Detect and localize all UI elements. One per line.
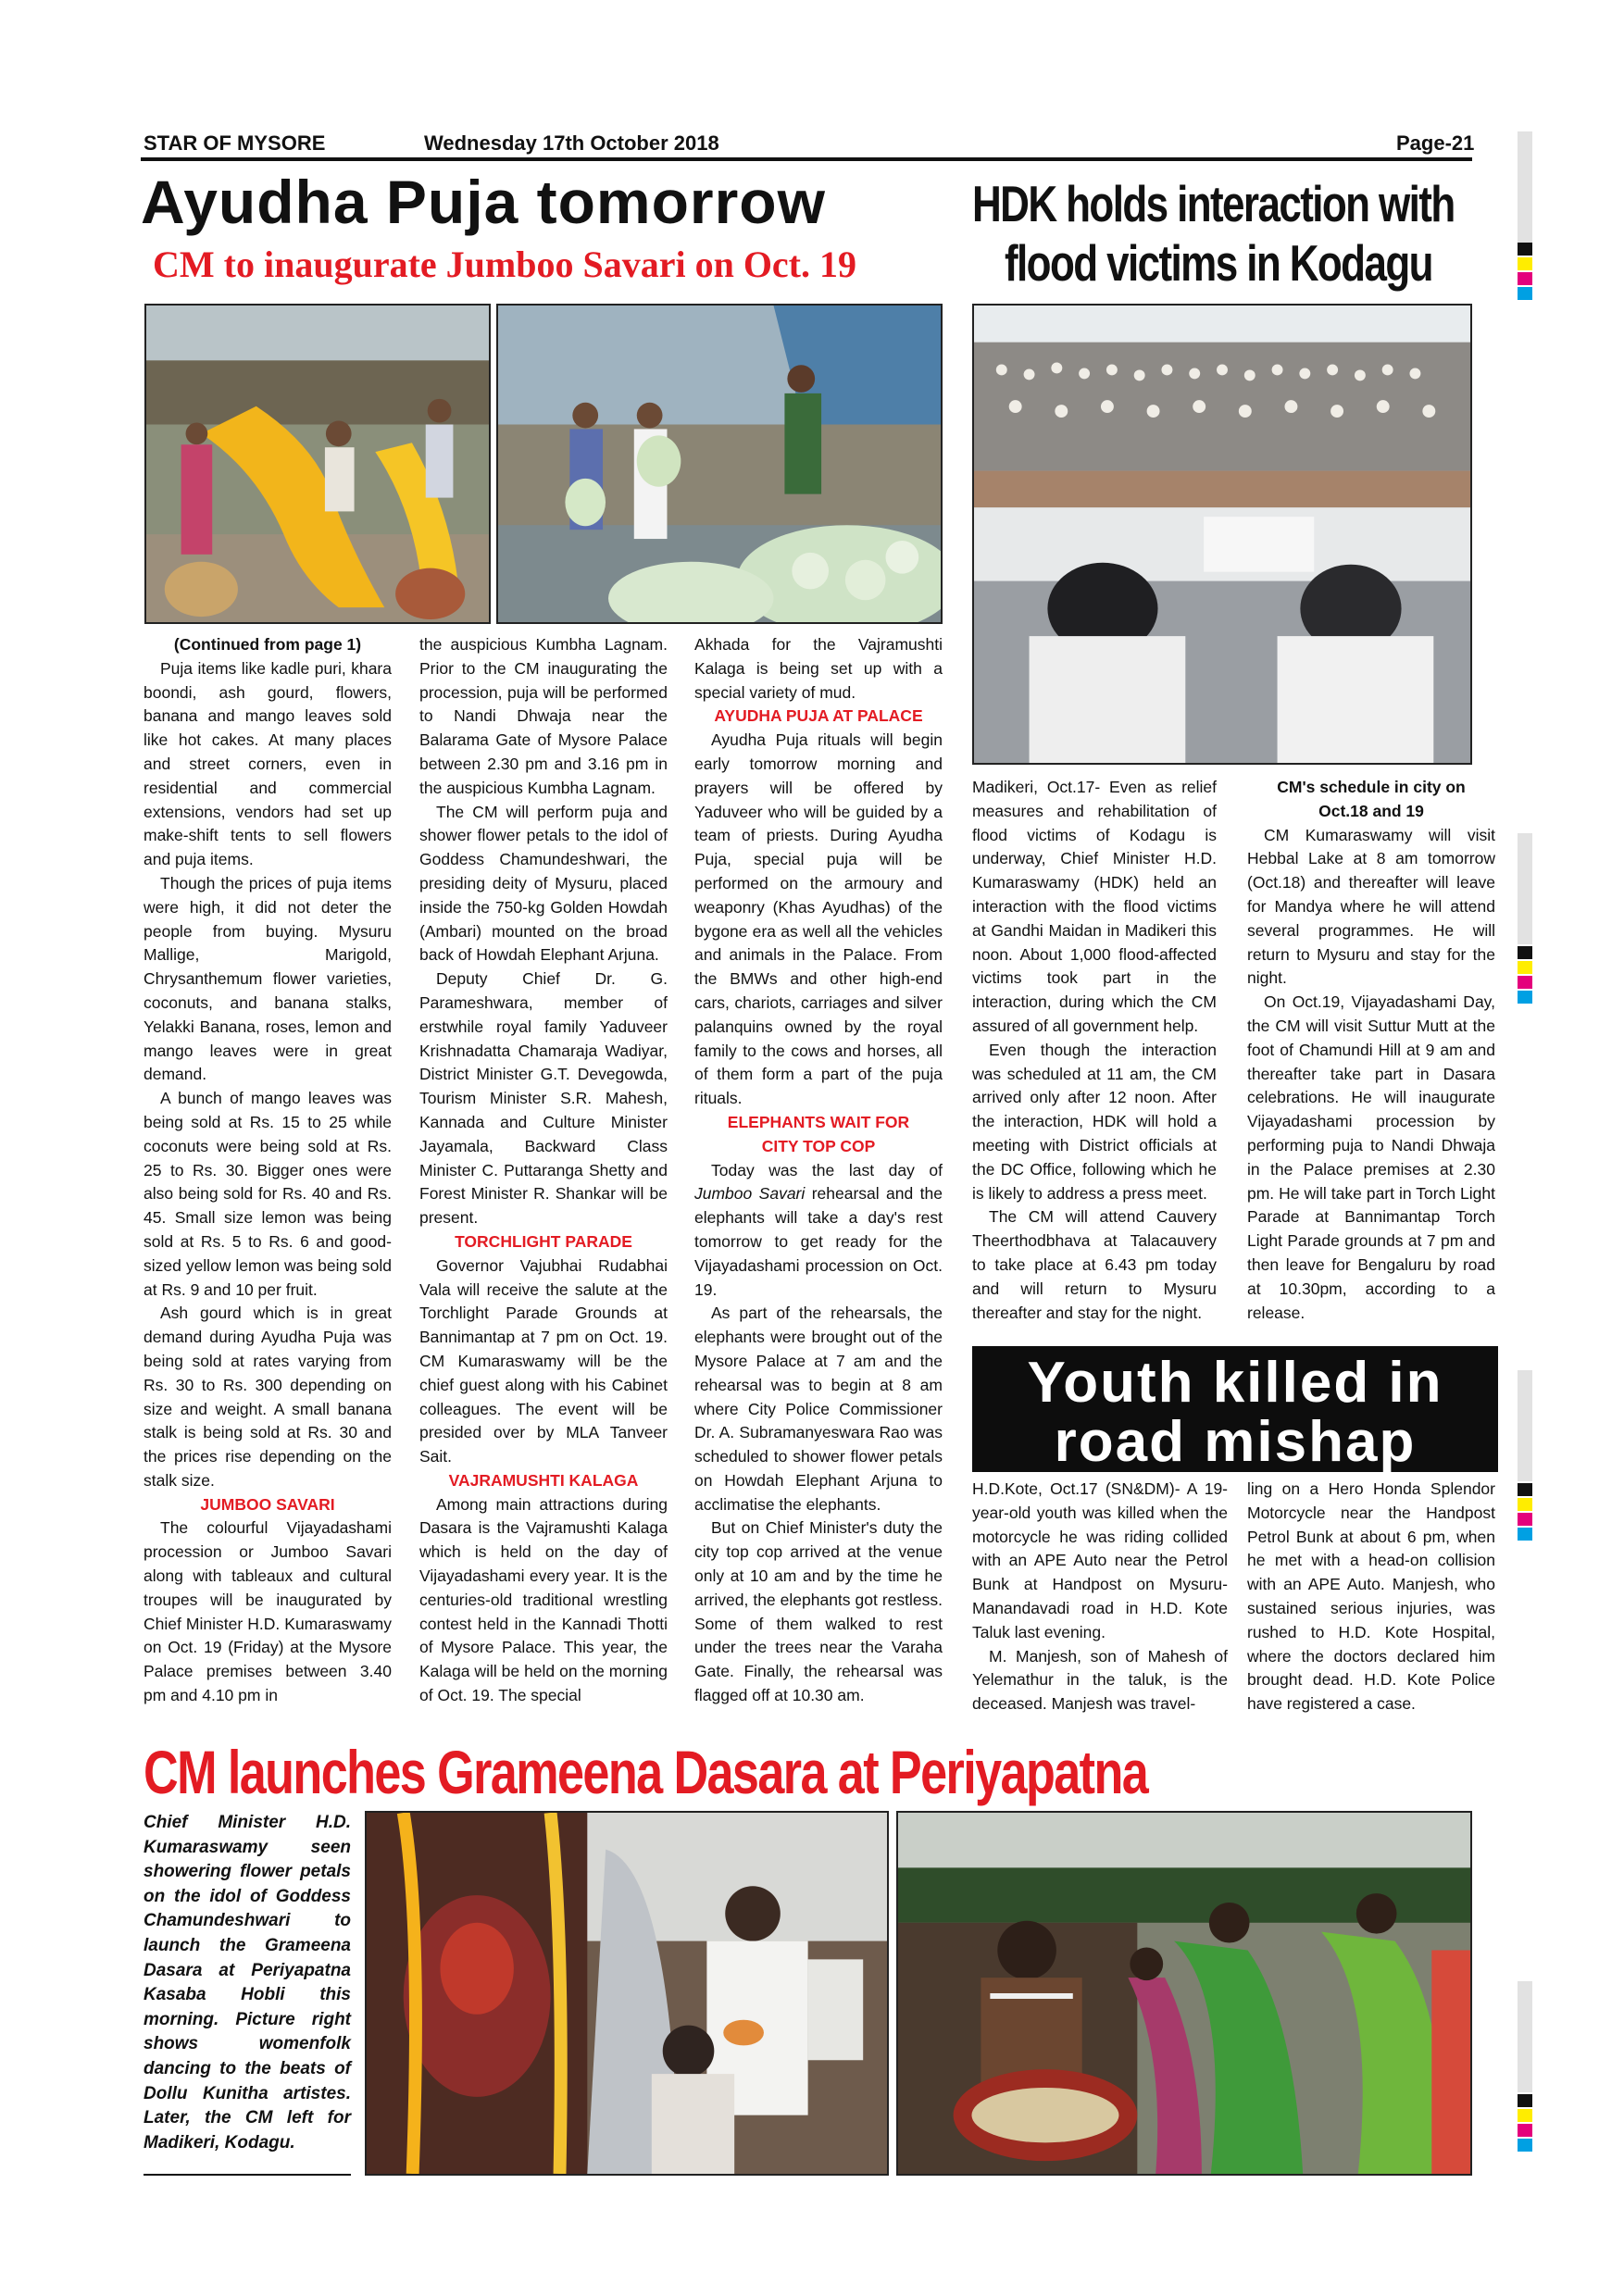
subhead-ayudha-puja-palace: AYUDHA PUJA AT PALACE: [714, 706, 923, 726]
story1-col1-para: Puja items like kadle puri, khara boondi, ash gourd, flowers, banana and mango leaves sold like hot cakes. At many places and street corners, even in residential and commercial extensions, vendors had set up make-shift tents to sell flowers and puja items.: [144, 658, 392, 869]
story2-col1-para: Madikeri, Oct.17- Even as relief measures and rehabilitation of flood victims of Kodagu is underway, Chief Minister H.D. Kumaraswamy (HDK) held an interaction with the flood victims at Gandhi Maidan in Madikeri this noon. About 1,000 flood-affected victims took part in the interaction, during which the CM assured of all government help.: [972, 778, 1217, 1035]
story1-column-3: [694, 633, 943, 1708]
schedule-subhead: Oct.18 and 19: [1318, 801, 1424, 820]
story1-column-2: [419, 633, 668, 1708]
photo-dollu-kunitha-dance: [896, 1811, 1472, 2176]
story1-col1-para: Ash gourd which is in great demand during Ayudha Puja was being sold at rates varying from Rs. 30 to Rs. 300 depending on size and weight. A small banana stalk is being sold at Rs. 30 and the prices rise depending on the stalk size.: [144, 1304, 392, 1490]
story1-col2-para: The CM will perform puja and shower flower petals to the idol of Goddess Chamundeshwari, the presiding deity of Mysuru, placed inside the 750-kg Golden Howdah (Ambari) mounted on the broad back of Howdah Elephant Arjuna.: [419, 802, 668, 965]
story4-caption: Chief Minister H.D. Kumaraswamy seen showering flower petals on the idol of Goddess Chamundeshwari to launch the Grameena Dasara at Periyapatna Kasaba Hobli this morning. Picture right shows womenfolk dancing to the beats of Dollu Kunitha artistes. Later, the CM left for Madikeri, Kodagu.: [144, 1813, 351, 2152]
story3-headline-line1: Youth killed in: [1027, 1351, 1443, 1415]
photo-flood-victims-interaction: [972, 304, 1472, 765]
issue-date: Wednesday 17th October 2018: [424, 131, 719, 155]
photo-cm-showering-petals: [365, 1811, 889, 2176]
story3-headline-line2: road mishap: [1054, 1410, 1417, 1474]
page-number: Page-21: [1396, 131, 1475, 155]
story3-col1-para: M. Manjesh, son of Mahesh of Yelemathur in the taluk, is the deceased. Manjesh was travel-: [972, 1646, 1228, 1714]
story1-col3-para: Ayudha Puja rituals will begin early tomorrow morning and prayers will be offered by Yaduveer who will be guided by a team of priests. During Ayudha Puja, special puja will be performed on the armoury and weaponry (Khas Ayudhas) of the bygone era as well all the vehicles and animals in the Palace. From the BMWs and other high-end cars, chariots, carriages and silver palanquins owned by the royal family to the cows and horses, all of them form a part of the puja rituals.: [694, 730, 943, 1108]
story2-col1-para: The CM will attend Cauvery Theerthodbhava at Talacauvery to take place at 6.43 pm today and will return to Mysuru thereafter and stay for the night.: [972, 1207, 1217, 1322]
story1-col3-para: As part of the rehearsals, the elephants were brought out of the Mysore Palace at 7 am and the rehearsal was to begin at 8 am where City Police Commissioner Dr. A. Subramanyeswara Rao was scheduled to shower flower petals on Howdah Elephant Arjuna to acclimatise the elephants.: [694, 1304, 943, 1514]
story3-headline-box: [972, 1346, 1498, 1472]
story2-col1-para: Even though the interaction was scheduled at 11 am, the CM arrived only after 12 noon. After the interaction, HDK will hold a meeting with District officials at the DC Office, following which he is likely to address a press meet.: [972, 1040, 1217, 1203]
story1-col2-para: the auspicious Kumbha Lagnam. Prior to the CM inaugurating the procession, puja will be performed to Nandi Dhwaja near the Balarama Gate of Mysore Palace between 2.30 pm and 3.16 pm in the auspicious Kumbha Lagnam.: [419, 635, 668, 797]
story1-subhead: CM to inaugurate Jumboo Savari on Oct. 19: [153, 243, 856, 285]
story1-col2-para: Among main attractions during Dasara is the Vajramushti Kalaga which is held on the day of Vijayadashami every year. It is the centuries-old traditional wrestling contest held in the Kannadi Thotti of Mysore Palace. This year, the Kalaga will be held on the morning of Oct. 19. The special: [419, 1494, 668, 1705]
photo-flower-vendors: [144, 304, 491, 624]
story3-column-1: [972, 1478, 1228, 1716]
story1-col2-para: Governor Vajubhai Rudabhai Vala will receive the salute at the Torchlight Parade Grounds at Bannimantap at 7 pm on Oct. 19. CM Kumaraswamy will be the chief guest along with his Cabinet colleagues. The event will be presided over by MLA Tanveer Sait.: [419, 1255, 668, 1466]
story1-col3-emphasis: Jumboo Savari: [694, 1184, 806, 1204]
story2-headline-line1: HDK holds interaction with: [972, 175, 1455, 232]
story1-headline: Ayudha Puja tomorrow: [141, 168, 826, 236]
story2-headline-line2: flood victims in Kodagu: [1005, 234, 1432, 292]
story1-col3-para: [694, 1159, 943, 1303]
story1-col2-para: Deputy Chief Dr. G. Parameshwara, member of erstwhile royal family Yaduveer Krishnadatta Chamaraja Wadiyar, District Minister G.T. Devegowda, Tourism Minister S.R. Mahesh, Kannada and Culture Minister Jayamala, Backward Class Minister C. Puttaranga Shetty and Forest Minister R. Shankar will be present.: [419, 969, 668, 1228]
story1-col1-para: The colourful Vijayadashami procession or Jumboo Savari along with tableaux and cultural troupes will be inaugurated by Chief Minister H.D. Kumaraswamy on Oct. 19 (Friday) at the Mysore Palace premises between 3.40 pm and 4.10 pm in: [144, 1518, 392, 1705]
photo-ash-gourd-vendors: [496, 304, 943, 624]
header-rule: [141, 157, 1472, 161]
story1-column-1: [144, 633, 392, 1708]
subhead-elephants-wait: ELEPHANTS WAIT FOR: [727, 1112, 910, 1131]
story1-col1-para: Though the prices of puja items were high, it did not deter the people from buying. Mysuru Mallige, Marigold, Chrysanthemum flower varieties, coconuts, and banana stalks, Yelakki Banana, roses, lemon and mango leaves were in great demand.: [144, 873, 392, 1084]
story1-col3-para: But on Chief Minister's duty the city top cop arrived at the venue only at 10 am and by the time he arrived, the elephants got restless. Some of them walked to rest under the trees near the Varaha Gate. Finally, the rehearsal was flagged off at 10.30 am.: [694, 1518, 943, 1705]
subhead-jumboo-savari: JUMBOO SAVARI: [200, 1494, 335, 1514]
story2-col2-para: On Oct.19, Vijayadashami Day, the CM will visit Suttur Mutt at the foot of Chamundi Hill at 9 am and thereafter take part in Dasara celebrations. He will inaugurate Vijayadashami procession by performing puja to Nandi Dhwaja in the Palace premises at 2.30 pm. He will take part in Torch Light Parade at Bannimantap Torch Light Parade grounds at 7 pm and then leave for Bengaluru by road at 10.30pm, according to a release.: [1247, 992, 1495, 1322]
story3-col1-para: H.D.Kote, Oct.17 (SN&DM)- A 19-year-old youth was killed when the motorcycle he was riding collided with an APE Auto near the Petrol Bunk at Handpost on Mysuru-Manandavadi road in H.D. Kote Taluk last evening.: [972, 1479, 1228, 1641]
story2-col2-para: CM Kumaraswamy will visit Hebbal Lake at 8 am tomorrow (Oct.18) and thereafter will leave for Mandya where he will attend several programmes. He will return to Mysuru and stay for the night.: [1247, 825, 1495, 988]
story2-column-2: [1247, 776, 1495, 1325]
story2-column-1: [972, 776, 1217, 1325]
paper-name: STAR OF MYSORE: [144, 131, 326, 155]
subhead-city-top-cop: CITY TOP COP: [761, 1136, 876, 1155]
story3-column-2: [1247, 1478, 1495, 1716]
story3-col2-para: ling on a Hero Honda Splendor Motorcycle near the Handpost Petrol Bunk at about 6 pm, when he met with a head-on collision with an APE Auto. Manjesh, who sustained serious injuries, was rushed to H.D. Kote Hospital, where the doctors declared him brought dead. H.D. Kote Police have registered a case.: [1247, 1479, 1495, 1714]
story1-col1-para: A bunch of mango leaves was being sold at Rs. 15 to 25 while coconuts were being sold at Rs. 25 to Rs. 30. Bigger ones were also being sold for Rs. 40 and Rs. 45. Small size lemon was being sold at Rs. 5 to Rs. 6 and good-sized yellow lemon was being sold at Rs. 9 and 10 per fruit.: [144, 1089, 392, 1299]
caption-rule: [144, 2174, 351, 2176]
story1-col3-para: Akhada for the Vajramushti Kalaga is being set up with a special variety of mud.: [694, 635, 943, 702]
subhead-torchlight-parade: TORCHLIGHT PARADE: [455, 1231, 632, 1251]
story1-col3-text: Today was the last day of: [711, 1160, 943, 1179]
schedule-subhead: CM's schedule in city on: [1277, 778, 1466, 796]
subhead-vajramushti-kalaga: VAJRAMUSHTI KALAGA: [448, 1470, 639, 1490]
story1-col3-text: rehearsal and the elephants will take a day's rest tomorrow to get ready for the Vijayadashami procession on Oct. 19.: [694, 1184, 943, 1299]
continued-note: (Continued from page 1): [173, 635, 362, 654]
story4-headline: CM launches Grameena Dasara at Periyapatna: [144, 1738, 1148, 1806]
